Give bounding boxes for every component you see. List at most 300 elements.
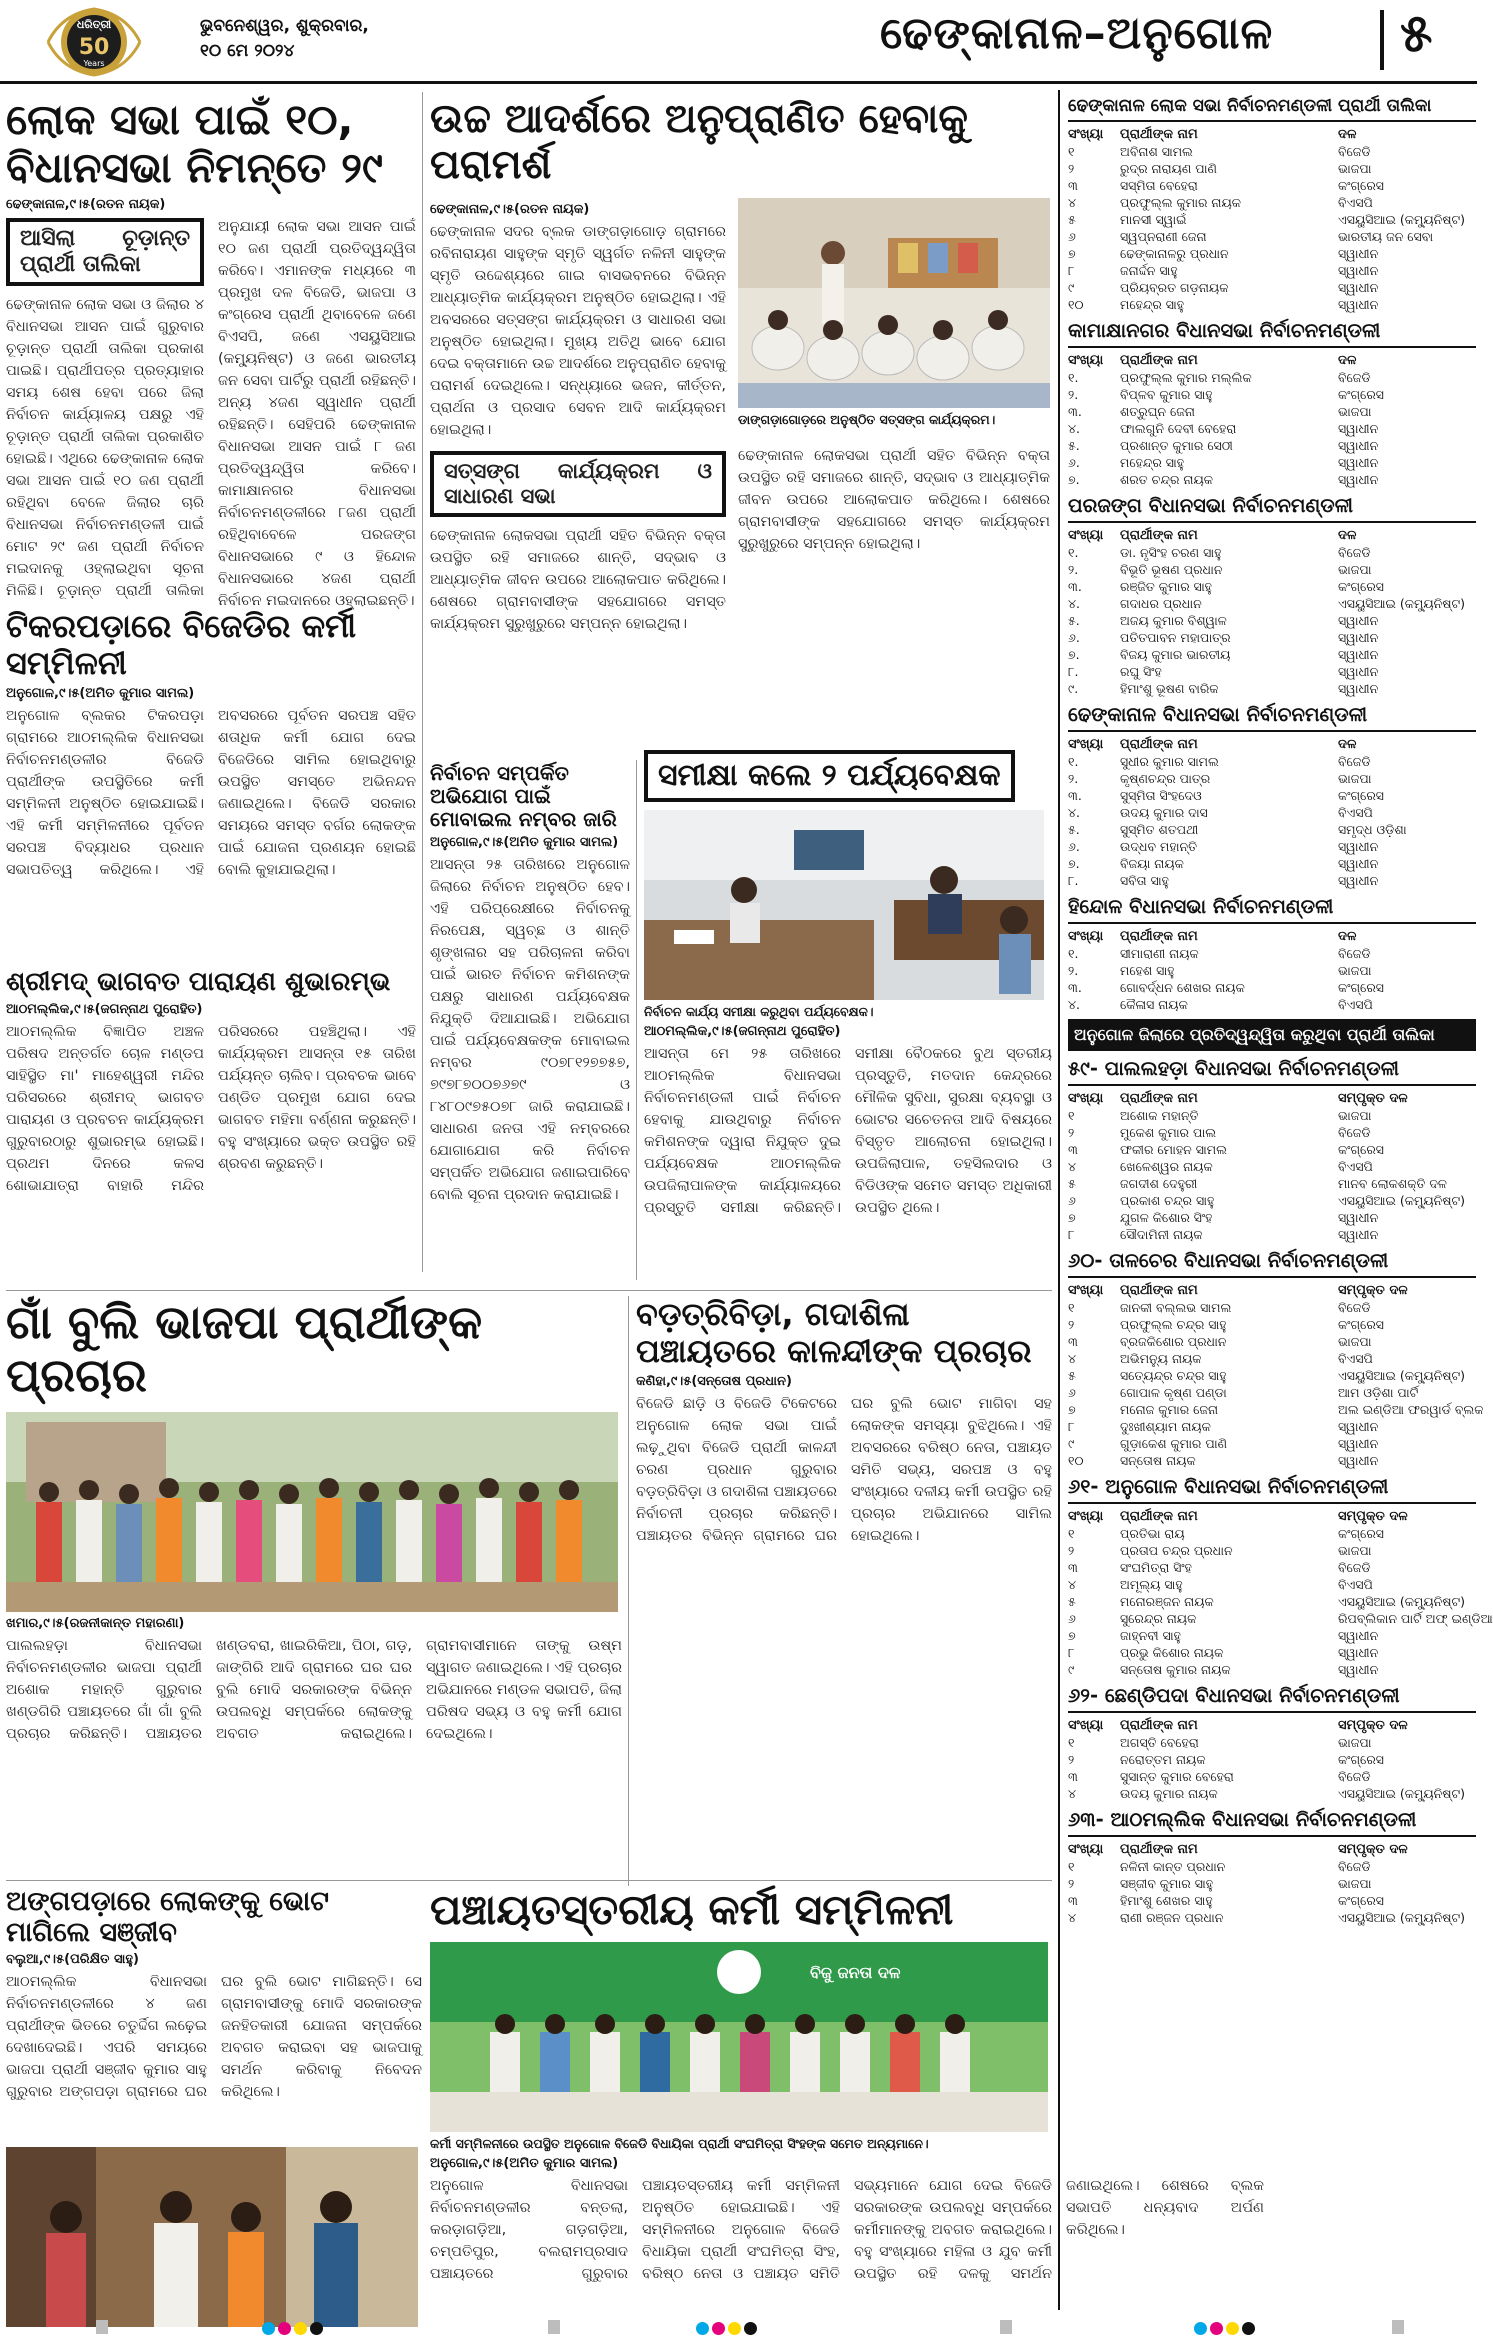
candidate-name: ଜାହ୍ନବୀ ସାହୁ xyxy=(1120,1628,1181,1643)
party: ବିଜେଡି xyxy=(1338,1859,1371,1874)
serial: ୬. xyxy=(1068,630,1080,645)
serial: ୧ xyxy=(1068,1108,1075,1123)
constituency-title: କାମାକ୍ଷାନଗର ବିଧାନସଭା ନିର୍ବାଚନମଣ୍ଡଳୀ xyxy=(1068,315,1476,348)
article-adarsha xyxy=(430,96,1050,756)
column-header: ପ୍ରାର୍ଥୀଙ୍କ ନାମ xyxy=(1120,929,1198,944)
candidate-row xyxy=(1068,211,1476,228)
candidate-name: ନଳିନୀ କାନ୍ତ ପ୍ରଧାନ xyxy=(1120,1859,1226,1874)
serial: ୨ xyxy=(1068,1752,1075,1767)
candidate-row xyxy=(1068,1559,1476,1576)
party: କଂଗ୍ରେସ xyxy=(1338,1526,1384,1541)
candidate-row xyxy=(1068,544,1476,561)
candidate-name: ପ୍ରଭୁ କିଶୋର ନାୟକ xyxy=(1120,1645,1224,1660)
serial: ୮. xyxy=(1068,664,1079,679)
byline: ଆଠମଲ୍ଲିକ,୯।୫(ଜଗନ୍ନାଥ ପୁରୋହିତ) xyxy=(6,1001,203,1017)
svg-text:ଧରିତ୍ରୀ: ଧରିତ୍ରୀ xyxy=(76,18,112,31)
column-header: ପ୍ରାର୍ଥୀଙ୍କ ନାମ xyxy=(1120,737,1198,752)
party: ବିଏସପି xyxy=(1338,805,1373,820)
candidate-row xyxy=(1068,369,1476,386)
candidate-name: ଅବିନାଶ ସାମଲ xyxy=(1120,144,1193,159)
serial: ୯ xyxy=(1068,1436,1075,1451)
party: ସ୍ୱାଧୀନ xyxy=(1338,1436,1379,1451)
candidate-row xyxy=(1068,1525,1476,1542)
serial: ୮ xyxy=(1068,1419,1075,1434)
candidate-row xyxy=(1068,471,1476,488)
subhead: ଆସିଲା ଚୂଡ଼ାନ୍ତ ପ୍ରାର୍ଥୀ ତାଲିକା xyxy=(6,218,204,287)
party: ସ୍ୱାଧୀନ xyxy=(1338,664,1379,679)
candidate-name: ମନୋରଞ୍ଜନ ନାୟକ xyxy=(1120,1594,1214,1609)
candidate-row xyxy=(1068,454,1476,471)
article-lokasabha-candidates xyxy=(6,95,416,609)
candidate-name: ଖେଳେଶ୍ୱର ନାୟକ xyxy=(1120,1159,1213,1174)
serial: ୪ xyxy=(1068,1577,1077,1592)
party: କଂଗ୍ରେସ xyxy=(1338,579,1384,594)
party: ଭାଜପା xyxy=(1338,963,1372,978)
dateline-place-day: ଭୁବନେଶ୍ୱର, ଶୁକ୍ରବାର, xyxy=(200,16,369,36)
gray-mark xyxy=(1392,2320,1404,2334)
serial: ୩ xyxy=(1068,1893,1078,1908)
column-header: ସଂଖ୍ୟା xyxy=(1068,929,1104,944)
column-header: ଦଳ xyxy=(1338,737,1357,752)
candidate-name: ବିଜୟ କୁମାର ଭାରତୀୟ xyxy=(1120,647,1231,662)
serial: ୩ xyxy=(1068,1769,1078,1784)
serial: ୩. xyxy=(1068,980,1082,995)
serial: ୪ xyxy=(1068,1351,1077,1366)
candidate-name: ବିପ୍ଳବ କୁମାର ସାହୁ xyxy=(1120,387,1213,402)
candidate-table-header xyxy=(1068,527,1476,544)
candidate-row xyxy=(1068,403,1476,420)
party: ସ୍ୱାଧୀନ xyxy=(1338,1662,1379,1677)
candidate-name: ମାନସୀ ସ୍ୱାଇଁ xyxy=(1120,212,1187,227)
dharitri-50-years-logo xyxy=(38,6,150,78)
serial: ୧ xyxy=(1068,144,1075,159)
candidate-name: ରଞ୍ଜିତ କୁମାର ସାହୁ xyxy=(1120,579,1212,594)
candidate-name: ହିମାଂଶୁ ଭୂଷଣ ବାରିକ xyxy=(1120,681,1219,696)
candidate-row xyxy=(1068,962,1476,979)
candidate-name: ଢେଙ୍କାନାଳରୁ ପ୍ରଧାନ xyxy=(1120,246,1229,261)
candidate-name: କୃଷ୍ଣଚନ୍ଦ୍ର ପାତ୍ର xyxy=(1120,771,1211,786)
candidate-table-header xyxy=(1068,352,1476,369)
candidate-row xyxy=(1068,1299,1476,1316)
body-text: ଢେଙ୍କାନାଳ ସଦର ବ୍ଲକ ଡାଙ୍ଗଡ଼ାଗୋଡ଼ ଗ୍ରାମରେ ରବିନାରାୟଣ ସାହୁଙ୍କ ସ୍ମୃତି ସ୍ୱର୍ଗତ ନଳିନୀ ସାହୁଙ୍କ ସ୍ମୃତି ଉଦ୍ଦେଶ୍ୟରେ ଗାଇ ବାସଭବନରେ ବିଭିନ୍ନ ଆଧ୍ୟାତ୍ମିକ କାର୍ଯ୍ୟକ୍ରମ ଅନୁଷ୍ଠିତ ହୋଇଥିଲା। ଏହି ଅବସରରେ ସତ୍ସଙ୍ଗ କାର୍ଯ୍ୟକ୍ରମ ଓ ସାଧାରଣ ସଭା ଅନୁଷ୍ଠିତ ହୋଇଥିଲା। ମୁଖ୍ୟ ଅତିଥି ଭାବେ ଯୋଗ ଦେଇ ବକ୍ତାମାନେ ଉଚ୍ଚ ଆଦର୍ଶରେ ଅନୁପ୍ରାଣିତ ହେବାକୁ ପରାମର୍ଶ ଦେଇଥିଲେ। ସନ୍ଧ୍ୟାରେ ଭଜନ, କୀର୍ତ୍ତନ, ପ୍ରାର୍ଥନା ଓ ପ୍ରସାଦ ସେବନ ଆଦି କାର୍ଯ୍ୟକ୍ରମ ହୋଇଥିଲା। xyxy=(430,224,726,438)
column-header: ସମ୍ପୃକ୍ତ ଦଳ xyxy=(1338,1842,1408,1857)
serial: ୩. xyxy=(1068,579,1082,594)
party: ଏସୟୁସିଆଇ (କମ୍ୟୁନିଷ୍ଟ) xyxy=(1338,1910,1466,1925)
article-complaint-mobile xyxy=(430,762,630,1282)
candidate-table-header xyxy=(1068,928,1476,945)
party: ଭାଜପା xyxy=(1338,1543,1372,1558)
serial: ୫. xyxy=(1068,613,1080,628)
article-angapada xyxy=(6,1886,422,2310)
column-header: ସଂଖ୍ୟା xyxy=(1068,1283,1104,1298)
party: ରିପବ୍ଲିକାନ ପାର୍ଟି ଅଫ୍ ଇଣ୍ଡିଆ xyxy=(1338,1611,1493,1626)
party: ସ୍ୱାଧୀନ xyxy=(1338,1419,1379,1434)
candidate-name: ଜନାର୍ଦ୍ଦନ ସାହୁ xyxy=(1120,263,1178,278)
candidate-row xyxy=(1068,420,1476,437)
body-text: ଆସନ୍ତା ମେ ୨୫ ତାରିଖରେ ଆଠମଲ୍ଲିକ ବିଧାନସଭା ନିର୍ବାଚନମଣ୍ଡଳୀ ପାଇଁ ନିର୍ବାଚନ ହେବାକୁ ଯାଉଥିବାରୁ ନିର୍ବାଚନ କମିଶନଙ୍କ ଦ୍ୱାରା ନିଯୁକ୍ତ ଦୁଇ ପର୍ଯ୍ୟବେକ୍ଷକ ଆଠମଲ୍ଲିକ ଉପଜିଲାପାଳଙ୍କ କାର୍ଯ୍ୟାଳୟରେ ପ୍ରସ୍ତୁତି ସମୀକ୍ଷା କରିଛନ୍ତି। ସମୀକ୍ଷା ବୈଠକରେ ବୁଥ ସ୍ତରୀୟ ପ୍ରସ୍ତୁତି, ମତଦାନ କେନ୍ଦ୍ରରେ ମୌଳିକ ସୁବିଧା, ସୁରକ୍ଷା ବ୍ୟବସ୍ଥା ଓ ଭୋଟର ସଚେତନତା ଆଦି ବିଷୟରେ ବିସ୍ତୃତ ଆଲୋଚନା ହୋଇଥିଲା। ଉପଜିଲାପାଳ, ତହସିଲଦାର ଓ ବିଡିଓଙ୍କ ସମେତ ସମସ୍ତ ଅଧିକାରୀ ଉପସ୍ଥିତ ଥିଲେ। xyxy=(644,1046,1052,1216)
body-text: ଆସନ୍ତା ୨୫ ତାରିଖରେ ଅନୁଗୋଳ ଜିଲାରେ ନିର୍ବାଚନ ଅନୁଷ୍ଠିତ ହେବ। ଏହି ପରିପ୍ରେକ୍ଷୀରେ ନିର୍ବାଚନକୁ ନିରପେକ୍ଷ, ସ୍ୱଚ୍ଛ ଓ ଶାନ୍ତି ଶୃଙ୍ଖଳାର ସହ ପରିଚାଳନା କରିବା ପାଇଁ ଭାରତ ନିର୍ବାଚନ କମିଶନଙ୍କ ପକ୍ଷରୁ ସାଧାରଣ ପର୍ଯ୍ୟବେକ୍ଷକ ନିଯୁକ୍ତି ଦିଆଯାଇଛି। ଅଭିଯୋଗ ପାଇଁ ପର୍ଯ୍ୟବେକ୍ଷକଙ୍କ ମୋବାଇଲ ନମ୍ବର ୯୦୭୮୧୨୭୭୫୭, ୭୯୭୮୭୦୦୭୬୭୯ ଓ ୮୪୮୦୯୭୫୦୭୮ ଜାରି କରାଯାଇଛି। ସାଧାରଣ ଜନତା ଏହି ନମ୍ବରରେ ଯୋଗାଯୋଗ କରି ନିର୍ବାଚନ ସମ୍ପର୍କିତ ଅଭିଯୋଗ ଜଣାଇପାରିବେ ବୋଲି ସୂଚନା ପ୍ରଦାନ କରାଯାଇଛି। xyxy=(430,857,630,1203)
candidate-name: ଜଗଦୀଶ ଦେହୁରୀ xyxy=(1120,1176,1198,1191)
column-header: ପ୍ରାର୍ଥୀଙ୍କ ନାମ xyxy=(1120,1283,1198,1298)
column-rule xyxy=(422,92,423,1272)
column-header: ପ୍ରାର୍ଥୀଙ୍କ ନାମ xyxy=(1120,1091,1198,1106)
serial: ୭ xyxy=(1068,1628,1076,1643)
serial: ୨ xyxy=(1068,1876,1075,1891)
party: ଭାଜପା xyxy=(1338,404,1372,419)
party: ବିଜେଡି xyxy=(1338,1560,1371,1575)
svg-text:Years: Years xyxy=(83,59,105,68)
candidate-row xyxy=(1068,1175,1476,1192)
party: ଏସୟୁସିଆଇ (କମ୍ୟୁନିଷ୍ଟ) xyxy=(1338,1368,1466,1383)
candidate-row xyxy=(1068,1751,1476,1768)
section-rule xyxy=(6,1290,1052,1291)
party: ଭାଜପା xyxy=(1338,161,1372,176)
party: ଭାଜପା xyxy=(1338,1334,1372,1349)
body-text: ବିଜେଡି ଛାଡ଼ି ଓ ବିଜେଡି ଟିକେଟରେ ଅନୁଗୋଳ ଲୋକ ସଭା ପାଇଁ ଲଢ଼ୁଥିବା ବିଜେଡି ପ୍ରାର୍ଥୀ କାଳନ୍ଦୀ ଚରଣ ପ୍ରଧାନ ଗୁରୁବାର ବଡ଼ତ୍ରିବିଡ଼ା ଓ ଗଦାଶିଳା ପଞ୍ଚାୟତରେ ନିର୍ବାଚନୀ ପ୍ରଚାର କରିଛନ୍ତି। ପଞ୍ଚାୟତର ବିଭିନ୍ନ ଗ୍ରାମରେ ଘର ଘର ବୁଲି ଭୋଟ ମାଗିବା ସହ ଲୋକଙ୍କ ସମସ୍ୟା ବୁଝିଥିଲେ। ଏହି ଅବସରରେ ବରିଷ୍ଠ ନେତା, ପଞ୍ଚାୟତ ସମିତି ସଭ୍ୟ, ସରପଞ୍ଚ ଓ ବହୁ ସଂଖ୍ୟାରେ ଦଳୀୟ କର୍ମୀ ଉପସ୍ଥିତ ରହି ପ୍ରଚାର ଅଭିଯାନରେ ସାମିଲ ହୋଇଥିଲେ। xyxy=(636,1395,1052,1544)
photo-panchayat-meeting xyxy=(430,1942,1048,2132)
constituency-title: ୬୦- ତାଳଚେର ବିଧାନସଭା ନିର୍ବାଚନମଣ୍ଡଳୀ xyxy=(1068,1245,1476,1278)
candidate-name: ଗୋବର୍ଦ୍ଧନ ଶେଖର ନାୟକ xyxy=(1120,980,1245,995)
serial: ୫. xyxy=(1068,438,1080,453)
candidate-row xyxy=(1068,770,1476,787)
party: ସ୍ୱାଧୀନ xyxy=(1338,1453,1379,1468)
body-text: ଅନୁଗୋଳ ବିଧାନସଭା ନିର୍ବାଚନମଣ୍ଡଳୀର ବନ୍ତଲା, କରଡ଼ାଗଡ଼ିଆ, ଗଡ଼ଗଡ଼ିଆ, ଚମ୍ପତିପୁର, ବଲରାମପ୍ରସାଦ ପଞ୍ଚାୟତରେ ଗୁରୁବାର ପଞ୍ଚାୟତସ୍ତରୀୟ କର୍ମୀ ସମ୍ମିଳନୀ ଅନୁଷ୍ଠିତ ହୋଇଯାଇଛି। ଏହି ସମ୍ମିଳନୀରେ ଅନୁଗୋଳ ବିଜେଡି ବିଧାୟିକା ପ୍ରାର୍ଥୀ ସଂଘମିତ୍ରା ସିଂହ, ବରିଷ୍ଠ ନେତା ଓ ପଞ୍ଚାୟତ ସମିତି ସଭ୍ୟମାନେ ଯୋଗ ଦେଇ ବିଜେଡି ସରକାରଙ୍କ ଉପଲବ୍ଧି ସମ୍ପର୍କରେ କର୍ମୀମାନଙ୍କୁ ଅବଗତ କରାଇଥିଲେ। ବହୁ ସଂଖ୍ୟାରେ ମହିଳା ଓ ଯୁବ କର୍ମୀ ଉପସ୍ଥିତ ରହି ଦଳକୁ ସମର୍ଥନ ଜଣାଇଥିଲେ। ଶେଷରେ ବ୍ଲକ ସଭାପତି ଧନ୍ୟବାଦ ଅର୍ପଣ କରିଥିଲେ। xyxy=(430,2178,1264,2283)
column-header: ସଂଖ୍ୟା xyxy=(1068,353,1104,368)
article-bjp-campaign xyxy=(6,1296,622,1876)
candidate-row xyxy=(1068,1226,1476,1243)
headline: ଗାଁ ବୁଲି ଭାଜପା ପ୍ରାର୍ଥୀଙ୍କ ପ୍ରଚାର xyxy=(6,1295,483,1402)
cyan-dot xyxy=(262,2322,275,2335)
serial: ୧୦ xyxy=(1068,1453,1084,1468)
party: ସ୍ୱାଧୀନ xyxy=(1338,647,1379,662)
candidate-row xyxy=(1068,279,1476,296)
candidate-row xyxy=(1068,1316,1476,1333)
candidate-name: ସସ୍ମିତା ବେହେରା xyxy=(1120,178,1198,193)
constituency-title: ଢେଙ୍କାନାଳ ବିଧାନସଭା ନିର୍ବାଚନମଣ୍ଡଳୀ xyxy=(1068,699,1476,732)
serial: ୧. xyxy=(1068,545,1079,560)
party: ବିଜେଡି xyxy=(1338,370,1371,385)
candidate-row xyxy=(1068,1892,1476,1909)
magenta-dot xyxy=(278,2322,291,2335)
candidate-row xyxy=(1068,228,1476,245)
column-header: ସଂଖ୍ୟା xyxy=(1068,1842,1104,1857)
yellow-dot xyxy=(1226,2322,1239,2335)
column-header: ପ୍ରାର୍ଥୀଙ୍କ ନାମ xyxy=(1120,1842,1198,1857)
candidate-name: ବିଜୟା ନାୟକ xyxy=(1120,856,1184,871)
serial: ୨. xyxy=(1068,963,1079,978)
candidate-row xyxy=(1068,996,1476,1013)
party: ବିଏସପି xyxy=(1338,1577,1373,1592)
party: ସ୍ୱାଧୀନ xyxy=(1338,630,1379,645)
column-header: ସମ୍ପୃକ୍ତ ଦଳ xyxy=(1338,1718,1408,1733)
candidate-row xyxy=(1068,1452,1476,1469)
candidate-name: ସନ୍ତୋଷ କୁମାର ନାୟକ xyxy=(1120,1662,1231,1677)
serial: ୨. xyxy=(1068,771,1079,786)
serial: ୪ xyxy=(1068,1910,1077,1925)
serial: ୨ xyxy=(1068,1317,1075,1332)
dateline xyxy=(200,14,369,64)
serial: ୭ xyxy=(1068,246,1076,261)
serial: ୪. xyxy=(1068,805,1080,820)
byline: ଅନୁଗୋଳ,୯।୫(ଅମିତ କୁମାର ସାମଲ) xyxy=(430,2156,619,2172)
candidate-row xyxy=(1068,1124,1476,1141)
headline: ଅଙ୍ଗପଡ଼ାରେ ଲୋକଙ୍କୁ ଭୋଟ ମାଗିଲେ ସଞ୍ଜୀବ xyxy=(6,1886,329,1949)
headline: ନିର୍ବାଚନ ସମ୍ପର୍କିତ ଅଭିଯୋଗ ପାଇଁ ମୋବାଇଲ ନମ୍ବର ଜାରି xyxy=(430,761,617,831)
candidate-row xyxy=(1068,646,1476,663)
candidate-row xyxy=(1068,160,1476,177)
candidate-row xyxy=(1068,1785,1476,1802)
serial: ୧ xyxy=(1068,1735,1075,1750)
candidate-name: ସୌଦାମିନୀ ନାୟକ xyxy=(1120,1227,1203,1242)
candidate-name: ଅଗସ୍ତି ବେହେରା xyxy=(1120,1735,1199,1750)
serial: ୭ xyxy=(1068,1210,1076,1225)
candidate-row xyxy=(1068,143,1476,160)
headline: ଉଚ୍ଚ ଆଦର୍ଶରେ ଅନୁପ୍ରାଣିତ ହେବାକୁ ପରାମର୍ଶ xyxy=(430,96,968,188)
body-text: ଅନୁଗୋଳ ବ୍ଲକର ଟିକରପଡ଼ା ଗ୍ରାମରେ ଆଠମଲ୍ଲିକ ବିଧାନସଭା ନିର୍ବାଚନମଣ୍ଡଳୀର ବିଜେଡି ପ୍ରାର୍ଥୀଙ୍କ ଉପସ୍ଥିତିରେ କର୍ମୀ ସମ୍ମିଳନୀ ଅନୁଷ୍ଠିତ ହୋଇଯାଇଛି। ଏହି କର୍ମୀ ସମ୍ମିଳନୀରେ ପୂର୍ବତନ ସରପଞ୍ଚ ବିଦ୍ୟାଧର ପ୍ରଧାନ ସଭାପତିତ୍ୱ କରିଥିଲେ। ଏହି ଅବସରରେ ପୂର୍ବତନ ସରପଞ୍ଚ ସହିତ ଶତାଧିକ କର୍ମୀ ଯୋଗ ଦେଇ ବିଜେଡିରେ ସାମିଲ ହୋଇଥିବାରୁ ଉପସ୍ଥିତ ସମସ୍ତେ ଅଭିନନ୍ଦନ ଜଣାଇଥିଲେ। ବିଜେଡି ସରକାର ସମୟରେ ସମସ୍ତ ବର୍ଗର ଲୋକଙ୍କ ପାଇଁ ଯୋଜନା ପ୍ରଣୟନ ହୋଇଛି ବୋଲି କୁହାଯାଇଥିଲା। xyxy=(6,707,416,878)
byline: ଆଠମଲ୍ଲିକ,୯।୫(ଜଗନ୍ନାଥ ପୁରୋହିତ) xyxy=(644,1024,841,1039)
party: ବିଏସପି xyxy=(1338,997,1373,1012)
candidate-row xyxy=(1068,1384,1476,1401)
candidate-name: ଉଦୟ କୁମାର ଦାସ xyxy=(1120,805,1208,820)
section-divider xyxy=(1380,10,1384,70)
byline: ଅନୁଗୋଳ,୯।୫(ଅମିତ କୁମାର ସାମଲ) xyxy=(430,835,619,850)
party: ସ୍ୱାଧୀନ xyxy=(1338,263,1379,278)
column-rule xyxy=(636,760,637,1280)
color-registration-dots xyxy=(1194,2320,1258,2335)
candidate-name: ସୁସ୍ମିତା ସିଂହଦେଓ xyxy=(1120,788,1202,803)
party: ସ୍ୱାଧୀନ xyxy=(1338,613,1379,628)
candidate-row xyxy=(1068,1909,1476,1926)
column-header: ସମ୍ପୃକ୍ତ ଦଳ xyxy=(1338,1091,1408,1106)
candidate-row xyxy=(1068,578,1476,595)
party: ଭାରତୀୟ ଜନ ସେବା xyxy=(1338,229,1434,244)
candidate-name: ଉଦ୍ଧବ ମହାନ୍ତି xyxy=(1120,839,1197,854)
column-header: ସଂଖ୍ୟା xyxy=(1068,1718,1104,1733)
headline: ପଞ୍ଚାୟତସ୍ତରୀୟ କର୍ମୀ ସମ୍ମିଳନୀ xyxy=(430,1885,954,1934)
party: କଂଗ୍ରେସ xyxy=(1338,788,1384,803)
candidate-name: ପ୍ରିୟବ୍ରତ ଗଡ଼ନାୟକ xyxy=(1120,280,1229,295)
candidate-name: ଗୋପାଳ କୃଷ୍ଣ ପଣ୍ଡା xyxy=(1120,1385,1227,1400)
headline-box xyxy=(644,750,1052,802)
byline: ବଲୁଆ,୯।୫(ପରିକ୍ଷିତ ସାହୁ) xyxy=(6,1952,139,1968)
column-header: ସଂଖ୍ୟା xyxy=(1068,737,1104,752)
serial: ୯ xyxy=(1068,1662,1075,1677)
candidate-row xyxy=(1068,612,1476,629)
serial: ୨ xyxy=(1068,1125,1075,1140)
serial: ୧ xyxy=(1068,1300,1075,1315)
candidate-name: ଅଭିମନ୍ୟୁ ନାୟକ xyxy=(1120,1351,1202,1366)
party: କଂଗ୍ରେସ xyxy=(1338,1317,1384,1332)
candidate-name: ସଞ୍ଜୀବ କୁମାର ସାହୁ xyxy=(1120,1876,1213,1891)
column-header: ଦଳ xyxy=(1338,353,1357,368)
photo-review-meeting xyxy=(644,810,1044,1000)
candidate-name: ପ୍ରତାପ ଚନ୍ଦ୍ର ପ୍ରଧାନ xyxy=(1120,1543,1233,1558)
dateline-date: ୧୦ ମେ ୨୦୨୪ xyxy=(200,41,295,61)
serial: ୧. xyxy=(1068,946,1079,961)
party: ଭାଜପା xyxy=(1338,1735,1372,1750)
anugul-district-band: ଅନୁଗୋଳ ଜିଲାରେ ପ୍ରତିଦ୍ୱନ୍ଦ୍ୱିତା କରୁଥିବା ପ୍ରାର୍ଥୀ ତାଲିକା xyxy=(1068,1019,1476,1051)
serial: ୫ xyxy=(1068,1176,1076,1191)
headline: ସମୀକ୍ଷା କଲେ ୨ ପର୍ଯ୍ୟବେକ୍ଷକ xyxy=(644,750,1015,802)
party: ଏସୟୁସିଆଇ (କମ୍ୟୁନିଷ୍ଟ) xyxy=(1338,1193,1466,1208)
column-header: ପ୍ରାର୍ଥୀଙ୍କ ନାମ xyxy=(1120,127,1198,142)
candidate-row xyxy=(1068,1627,1476,1644)
candidate-name: ସୁସ୍ମିତ ଶତପଥୀ xyxy=(1120,822,1199,837)
candidate-name: ପ୍ରଫୁଲ୍ଲ କୁମାର ମଲ୍ଲିକ xyxy=(1120,370,1252,385)
serial: ୧ xyxy=(1068,1859,1075,1874)
serial: ୪. xyxy=(1068,421,1080,436)
column-header: ପ୍ରାର୍ଥୀଙ୍କ ନାମ xyxy=(1120,1509,1198,1524)
body-text: ପାଲଲହଡ଼ା ବିଧାନସଭା ନିର୍ବାଚନମଣ୍ଡଳୀର ଭାଜପା ପ୍ରାର୍ଥୀ ଅଶୋକ ମହାନ୍ତି ଗୁରୁବାର ଖଣ୍ଡଗିରି ପଞ୍ଚାୟତରେ ଗାଁ ଗାଁ ବୁଲି ପ୍ରଚାର କରିଛନ୍ତି। ପଞ୍ଚାୟତର ଖଣ୍ଡବରା, ଖାଇରିକିଆ, ପିଠା, ଗଡ଼, ଜାଙ୍ଗିରି ଆଦି ଗ୍ରାମରେ ଘର ଘର ବୁଲି ମୋଦି ସରକାରଙ୍କ ବିଭିନ୍ନ ଉପଲବ୍ଧି ସମ୍ପର୍କରେ ଲୋକଙ୍କୁ ଅବଗତ କରାଇଥିଲେ। ଗ୍ରାମବାସୀମାନେ ତାଙ୍କୁ ଉଷ୍ମ ସ୍ୱାଗତ ଜଣାଇଥିଲେ। ଏହି ପ୍ରଚାର ଅଭିଯାନରେ ମଣ୍ଡଳ ସଭାପତି, ଜିଲା ପରିଷଦ ସଭ୍ୟ ଓ ବହୁ କର୍ମୀ ଯୋଗ ଦେଇଥିଲେ। xyxy=(6,1637,622,1742)
candidate-name: ସୀମାରାଣୀ ନାୟକ xyxy=(1120,946,1199,961)
candidate-row xyxy=(1068,1209,1476,1226)
candidate-name: ସୁଧୀର କୁମାର ସାମଲ xyxy=(1120,754,1219,769)
column-header: ପ୍ରାର୍ଥୀଙ୍କ ନାମ xyxy=(1120,528,1198,543)
gray-mark xyxy=(96,2320,108,2334)
serial: ୬ xyxy=(1068,1385,1076,1400)
article-observer-review xyxy=(644,750,1052,1280)
candidate-row xyxy=(1068,1734,1476,1751)
photo-caption: ଡାଙ୍ଗଡ଼ାଗୋଡ଼ରେ ଅନୁଷ୍ଠିତ ସତ୍ସଙ୍ଗ କାର୍ଯ୍ୟକ୍ରମ। xyxy=(738,412,996,427)
black-dot xyxy=(744,2322,757,2335)
candidate-name: ଡା. ନୃସିଂହ ଚରଣ ସାହୁ xyxy=(1120,545,1222,560)
party: ଏସୟୁସିଆଇ (କମ୍ୟୁନିଷ୍ଟ) xyxy=(1338,212,1466,227)
byline: ଢେଙ୍କାନାଳ,୯।୫(ରତନ ନାୟକ) xyxy=(430,202,590,217)
candidate-name: ମନୋଜ କୁମାର ଜେନା xyxy=(1120,1402,1219,1417)
candidate-name: ମହେଶ ସାହୁ xyxy=(1120,963,1175,978)
headline: ଟିକରପଡ଼ାରେ ବିଜେଡିର କର୍ମୀ ସମ୍ମିଳନୀ xyxy=(6,607,357,682)
body-text-2: ଢେଙ୍କାନାଳ ଲୋକସଭା ପ୍ରାର୍ଥୀ ସହିତ ବିଭିନ୍ନ ବକ୍ତା ଉପସ୍ଥିତ ରହି ସମାଜରେ ଶାନ୍ତି, ସଦ୍ଭାବ ଓ ଆଧ୍ୟାତ୍ମିକ ଜୀବନ ଉପରେ ଆଲୋକପାତ କରିଥିଲେ। ଶେଷରେ ଗ୍ରାମବାସୀଙ୍କ ସହଯୋଗରେ ସମସ୍ତ କାର୍ଯ୍ୟକ୍ରମ ସୁରୁଖୁରୁରେ ସମ୍ପନ୍ନ ହୋଇଥିଲା। xyxy=(430,528,726,633)
serial: ୩ xyxy=(1068,1334,1078,1349)
candidate-row xyxy=(1068,872,1476,889)
candidate-row xyxy=(1068,1593,1476,1610)
photo-satsang xyxy=(738,198,1050,408)
party: କଂଗ୍ରେସ xyxy=(1338,1142,1384,1157)
subhead-box xyxy=(6,218,204,287)
headline: ଲୋକ ସଭା ପାଇଁ ୧୦, ବିଧାନସଭା ନିମନ୍ତେ ୨୯ xyxy=(6,95,383,193)
candidate-row xyxy=(1068,1661,1476,1678)
candidate-name: ନରୋତ୍ତମ ନାୟକ xyxy=(1120,1752,1206,1767)
party: ଅଲ ଇଣ୍ଡିଆ ଫରୱାର୍ଡ ବ୍ଲକ xyxy=(1338,1402,1484,1417)
serial: ୬ xyxy=(1068,1193,1076,1208)
party: ସ୍ୱାଧୀନ xyxy=(1338,839,1379,854)
photo-bjp-campaign xyxy=(6,1412,618,1612)
candidate-name: ଅମୂଲ୍ୟ ସାହୁ xyxy=(1120,1577,1183,1592)
candidate-row xyxy=(1068,979,1476,996)
candidate-table-header xyxy=(1068,1090,1476,1107)
candidate-row xyxy=(1068,838,1476,855)
candidate-table-header xyxy=(1068,736,1476,753)
magenta-dot xyxy=(1210,2322,1223,2335)
constituency-title: ୫୯- ପାଲଲହଡ଼ା ବିଧାନସଭା ନିର୍ବାଚନମଣ୍ଡଳୀ xyxy=(1068,1053,1476,1086)
serial: ୪ xyxy=(1068,195,1077,210)
magenta-dot xyxy=(712,2322,725,2335)
serial: ୨ xyxy=(1068,1543,1075,1558)
party: କଂଗ୍ରେସ xyxy=(1338,1752,1384,1767)
candidate-name: ଗଦାଧର ପ୍ରଧାନ xyxy=(1120,596,1202,611)
serial: ୪. xyxy=(1068,596,1080,611)
candidate-name: ଉଦୟ କୁମାର ନାୟକ xyxy=(1120,1786,1218,1801)
candidate-table-header xyxy=(1068,1282,1476,1299)
column-header: ସଂଖ୍ୟା xyxy=(1068,528,1104,543)
serial: ୧୦ xyxy=(1068,297,1084,312)
candidate-name: ବିଭୂତି ଭୂଷଣ ପ୍ରଧାନ xyxy=(1120,562,1223,577)
photo-caption: ନିର୍ବାଚନ କାର୍ଯ୍ୟ ସମୀକ୍ଷା କରୁଥିବା ପର୍ଯ୍ୟବେକ୍ଷକ। xyxy=(644,1004,874,1019)
serial: ୫ xyxy=(1068,1368,1076,1383)
candidate-row xyxy=(1068,629,1476,646)
constituency-title: ୬୧- ଅନୁଗୋଳ ବିଧାନସଭା ନିର୍ବାଚନମଣ୍ଡଳୀ xyxy=(1068,1471,1476,1504)
yellow-dot xyxy=(294,2322,307,2335)
candidate-name: ରୁଦ୍ର ନାରାୟଣ ପାଣି xyxy=(1120,161,1217,176)
candidate-row xyxy=(1068,1401,1484,1418)
candidate-name: ପ୍ରକାଶ ଚନ୍ଦ୍ର ସାହୁ xyxy=(1120,1193,1215,1208)
page-masthead xyxy=(0,0,1477,84)
candidate-name: ଫାଲଗୁନି ଦେବୀ ବେହେରା xyxy=(1120,421,1237,436)
candidate-row xyxy=(1068,753,1476,770)
serial: ୪ xyxy=(1068,1159,1077,1174)
candidate-row xyxy=(1068,855,1476,872)
party: ବିଏସପି xyxy=(1338,1351,1373,1366)
candidate-row xyxy=(1068,821,1476,838)
candidate-row xyxy=(1068,663,1476,680)
serial: ୭. xyxy=(1068,647,1080,662)
candidate-row xyxy=(1068,437,1476,454)
candidate-name: ପ୍ରତିଭା ରାୟ xyxy=(1120,1526,1185,1541)
body-text: ଢେଙ୍କାନାଳ ଲୋକ ସଭା ଓ ଜିଲାର ୪ ବିଧାନସଭା ଆସନ ପାଇଁ ଗୁରୁବାର ଚୂଡ଼ାନ୍ତ ପ୍ରାର୍ଥୀ ତାଲିକା ପ୍ରକାଶ ପାଇଛି। ପ୍ରାର୍ଥୀପତ୍ର ପ୍ରତ୍ୟାହାର ସମୟ ଶେଷ ହେବା ପରେ ଜିଲା ନିର୍ବାଚନ କାର୍ଯ୍ୟାଳୟ ପକ୍ଷରୁ ଏହି ଚୂଡ଼ାନ୍ତ ପ୍ରାର୍ଥୀ ତାଲିକା ପ୍ରକାଶିତ ହୋଇଛି। ଏଥିରେ ଢେଙ୍କାନାଳ ଲୋକ ସଭା ଆସନ ପାଇଁ ୧୦ ଜଣ ପ୍ରାର୍ଥୀ ରହିଥିବା ବେଳେ ଜିଲାର ଚାରି ବିଧାନସଭା ନିର୍ବାଚନମଣ୍ଡଳୀ ପାଇଁ ମୋଟ ୨୯ ଜଣ ପ୍ରାର୍ଥୀ ନିର୍ବାଚନ ମଇଦାନକୁ ଓହ୍ଲାଇଥିବା ସୂଚନା ମିଳିଛି। ଚୂଡ଼ାନ୍ତ ପ୍ରାର୍ଥୀ ତାଲିକା ଅନୁଯାୟୀ ଲୋକ ସଭା ଆସନ ପାଇଁ ୧୦ ଜଣ ପ୍ରାର୍ଥୀ ପ୍ରତିଦ୍ୱନ୍ଦ୍ୱିତା କରିବେ। ଏମାନଙ୍କ ମଧ୍ୟରେ ୩ ପ୍ରମୁଖ ଦଳ ବିଜେଡି, ଭାଜପା ଓ କଂଗ୍ରେସ ପ୍ରାର୍ଥୀ ଥିବାବେଳେ ଜଣେ ବିଏସପି, ଜଣେ ଏସୟୁସିଆଇ (କମ୍ୟୁନିଷ୍ଟ) ଓ ଜଣେ ଭାରତୀୟ ଜନ ସେବା ପାର୍ଟିରୁ ପ୍ରାର୍ଥୀ ରହିଛନ୍ତି। ଅନ୍ୟ ୪ଜଣ ସ୍ୱାଧୀନ ପ୍ରାର୍ଥୀ ରହିଛନ୍ତି। ସେହିପରି ଢେଙ୍କାନାଳ ବିଧାନସଭା ଆସନ ପାଇଁ ୮ ଜଣ ପ୍ରତିଦ୍ୱନ୍ଦ୍ୱିତା କରିବେ। କାମାକ୍ଷାନଗର ବିଧାନସଭା ନିର୍ବାଚନମଣ୍ଡଳୀରେ ୮ଜଣ ପ୍ରାର୍ଥୀ ରହିଥିବାବେଳେ ପରଜଙ୍ଗ ବିଧାନସଭାରେ ୯ ଓ ହିନ୍ଦୋଳ ବିଧାନସଭାରେ ୪ଜଣ ପ୍ରାର୍ଥୀ ନିର୍ବାଚନ ମଇଦାନରେ ଓହ୍ଲାଇଛନ୍ତି। xyxy=(6,218,416,609)
candidate-name: ମୁକେଶ କୁମାର ପାଲ xyxy=(1120,1125,1217,1140)
candidate-name: ସୁସାନ୍ତ କୁମାର ବେହେରା xyxy=(1120,1769,1234,1784)
serial: ୬ xyxy=(1068,229,1076,244)
candidate-name: ଗୁଡ଼ାକେଶ କୁମାର ପାଣି xyxy=(1120,1436,1228,1451)
column-header: ପ୍ରାର୍ଥୀଙ୍କ ନାମ xyxy=(1120,1718,1198,1733)
party: ବିଜେଡି xyxy=(1338,144,1371,159)
serial: ୪ xyxy=(1068,1786,1077,1801)
section-title: ଢେଙ୍କାନାଳ–ଅନୁଗୋଳ xyxy=(880,8,1274,59)
candidate-row xyxy=(1068,262,1476,279)
candidate-row xyxy=(1068,1158,1476,1175)
candidate-name: ବ୍ରଜକିଶୋର ପ୍ରଧାନ xyxy=(1120,1334,1227,1349)
candidate-name: ଅଜୟ କୁମାର ବିଶ୍ୱାଳ xyxy=(1120,613,1227,628)
candidate-name: ଅଶୋକ ମହାନ୍ତି xyxy=(1120,1108,1199,1123)
party: ସ୍ୱାଧୀନ xyxy=(1338,681,1379,696)
print-registration-footer xyxy=(0,2316,1477,2339)
article-kalandi-campaign xyxy=(636,1296,1052,1876)
serial: ୩ xyxy=(1068,1560,1078,1575)
party: କଂଗ୍ରେସ xyxy=(1338,1893,1384,1908)
candidate-row xyxy=(1068,680,1476,697)
party: ଆମ ଓଡ଼ିଶା ପାର୍ଟି xyxy=(1338,1385,1419,1400)
candidate-row xyxy=(1068,1644,1476,1661)
column-header: ପ୍ରାର୍ଥୀଙ୍କ ନାମ xyxy=(1120,353,1198,368)
gray-mark xyxy=(1000,2320,1012,2334)
party: ବିଜେଡି xyxy=(1338,1769,1371,1784)
party: ମାନବ ଲୋକଶକ୍ତି ଦଳ xyxy=(1338,1176,1447,1191)
constituency-title: ପରଜଙ୍ଗ ବିଧାନସଭା ନିର୍ବାଚନମଣ୍ଡଳୀ xyxy=(1068,490,1476,523)
party: ବିଜେଡି xyxy=(1338,545,1371,560)
party: ଭାଜପା xyxy=(1338,1876,1372,1891)
candidate-table-header xyxy=(1068,1841,1476,1858)
candidate-name: ରାଣୀ ରଞ୍ଜନ ପ୍ରଧାନ xyxy=(1120,1910,1224,1925)
candidate-row xyxy=(1068,561,1476,578)
candidate-name: ଶତ୍ରୁଘ୍ନ ଜେନା xyxy=(1120,404,1195,419)
serial: ୧. xyxy=(1068,754,1079,769)
serial: ୩. xyxy=(1068,404,1082,419)
constituency-title: ୬୨- ଛେଣ୍ଡିପଦା ବିଧାନସଭା ନିର୍ବାଚନମଣ୍ଡଳୀ xyxy=(1068,1680,1476,1713)
party: ବିଜେଡି xyxy=(1338,946,1371,961)
party: ବିଜେଡି xyxy=(1338,1125,1371,1140)
party: ସ୍ୱାଧୀନ xyxy=(1338,246,1379,261)
byline: କଣିହା,୯।୫(ସନ୍ତୋଷ ପ୍ରଧାନ) xyxy=(636,1373,792,1389)
